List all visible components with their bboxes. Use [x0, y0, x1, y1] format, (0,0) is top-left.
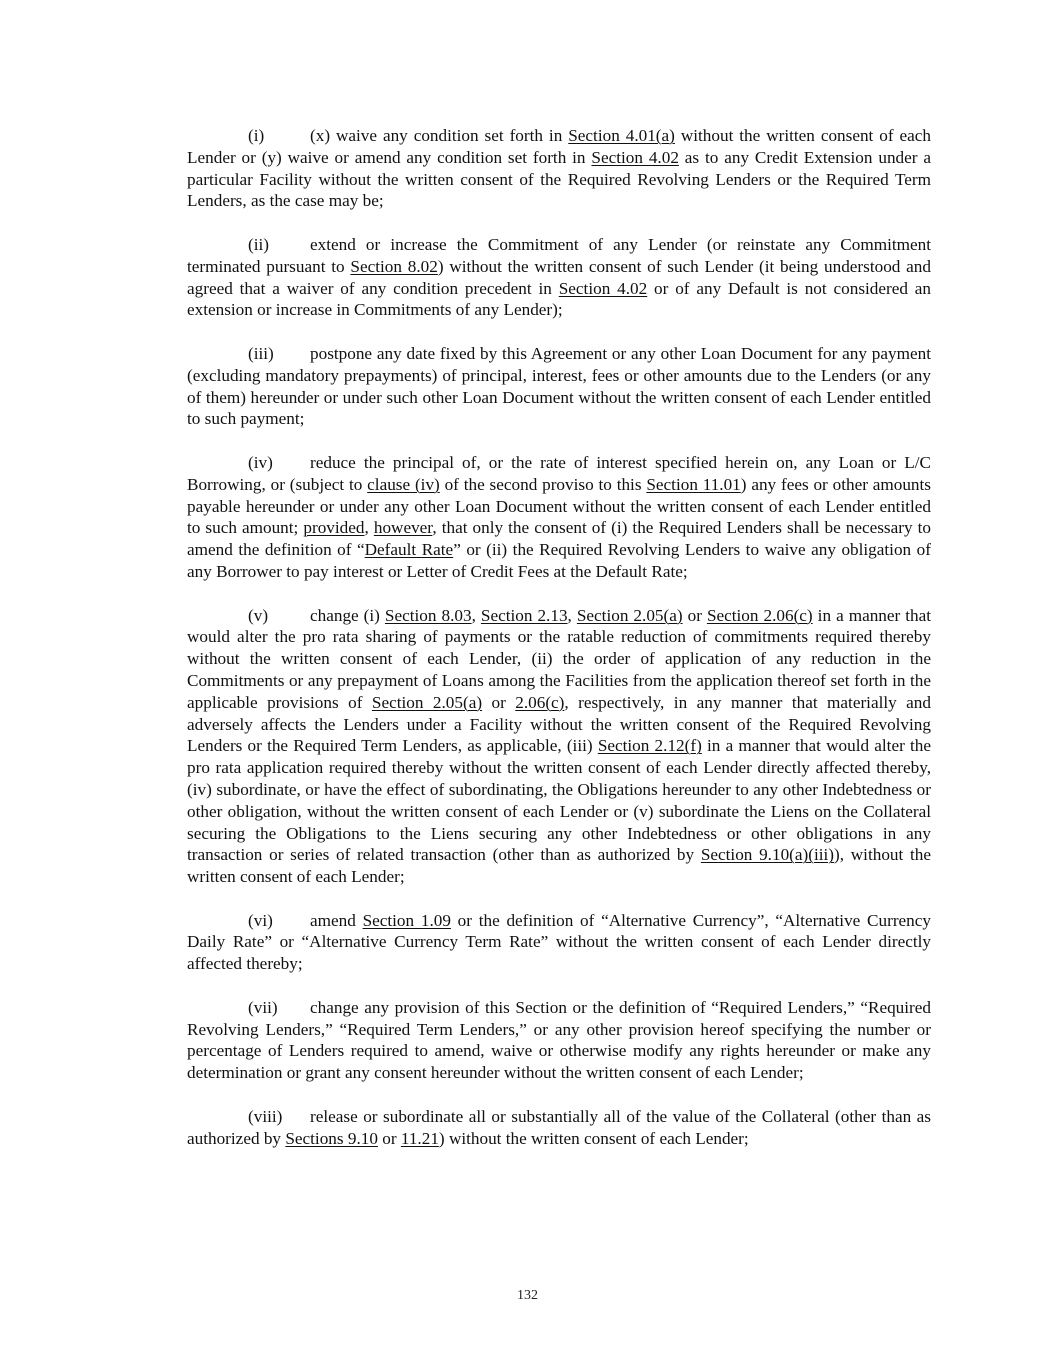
clause-paragraph — [187, 997, 931, 1084]
clause-text: , — [471, 605, 481, 625]
clause-text: in a manner that would alter the pro rata application required thereby without the written consent of each Lender directly affected thereby, (iv) subordinate, or have the effect of subordinating, the Obligations hereunder to any other Indebtedness or other obligation, without the written consent of each Lender or (v) subordinate the Liens on the Collateral securing the Obligations to the Liens securing any other Indebtedness or other obligations in any transaction or series of related transaction (other than as authorized by — [187, 736, 931, 865]
clause-label: (vi) — [248, 910, 273, 930]
page-number: 132 — [517, 1288, 538, 1303]
clause-text: ” or (ii) the Required Revolving Lenders to waive any obligation of any Borrower to pay interest or Letter of Credit Fees at the Default Rate; — [187, 540, 931, 581]
cross-reference: provided — [303, 518, 365, 538]
clause-paragraph — [187, 452, 931, 583]
clause-text: release or subordinate all or substantially all of the value of the Collateral (other than as authorized by — [187, 1106, 931, 1148]
cross-reference: Section 11.01 — [646, 474, 741, 494]
clause-text: , respectively, in any manner that materially and adversely affects the Lenders under a Facility without the written consent of the Required Revolving Lenders or the Required Term Lenders, as applicable, (iii) — [187, 692, 931, 756]
clause-text: or the definition of “Alternative Currency”, “Alternative Currency Daily Rate” or “Alternative Currency Term Rate” without the written consent of each Lender directly affected thereby; — [187, 910, 931, 974]
cross-reference: Section 8.03 — [384, 605, 472, 625]
clause-text: or — [682, 605, 707, 625]
clause-text: ) without the written consent of each Lender; — [438, 1128, 749, 1148]
cross-reference: Section 1.09 — [362, 910, 451, 930]
clause-text: change (i) — [310, 605, 385, 625]
clause-text: , that only the consent of (i) the Required Lenders shall be necessary to amend the definition of “ — [187, 518, 931, 560]
cross-reference: however — [373, 518, 433, 538]
cross-reference: Section 9.10(a)(iii) — [700, 845, 835, 865]
clause-paragraph — [187, 1106, 931, 1150]
cross-reference: Section 2.13 — [480, 605, 568, 625]
clause-text: or — [377, 1128, 401, 1148]
clause-label: (vii) — [248, 997, 278, 1017]
clause-label: (viii) — [248, 1106, 283, 1126]
cross-reference: Section 4.02 — [591, 147, 679, 167]
clause-text: , — [364, 518, 374, 538]
clause-text: ) any fees or other amounts payable hereunder or under any other Loan Document without the written consent of each Lender entitled to such amount; — [187, 474, 931, 538]
cross-reference: clause (iv) — [367, 474, 440, 494]
clause-text: ), without the written consent of each Lender; — [187, 845, 931, 887]
cross-reference: Section 2.12(f) — [597, 736, 702, 756]
cross-reference: Section 2.06(c) — [706, 605, 813, 625]
clause-label: (ii) — [248, 234, 269, 254]
clause-label: (i) — [248, 126, 265, 145]
document-body — [187, 125, 931, 1171]
clause-paragraph — [187, 605, 931, 888]
clause-text: amend — [310, 910, 363, 930]
cross-reference: 2.06(c) — [515, 692, 565, 712]
clause-label: (iv) — [248, 452, 273, 472]
clause-text: (x) waive any condition set forth in — [310, 126, 569, 145]
clause-text: or — [482, 692, 516, 712]
clause-text: change any provision of this Section or the definition of “Required Lenders,” “Required Revolving Lenders,” “Required Term Lenders,” or any other provision hereof specifying the number or percentage of Lenders required to amend, waive or otherwise modify any rights hereunder or make any determination or grant any consent hereunder without the written consent of each Lender; — [187, 997, 931, 1083]
clause-text: extend or increase the Commitment of any Lender (or reinstate any Commitment terminated pursuant to — [187, 234, 931, 276]
cross-reference: Section 4.01(a) — [568, 126, 675, 145]
clause-text: reduce the principal of, or the rate of interest specified herein on, any Loan or L/C Borrowing, or (subject to — [187, 452, 931, 494]
clause-text: of the second proviso to this — [439, 474, 647, 494]
clause-label: (iii) — [248, 343, 274, 363]
cross-reference: Default Rate — [364, 540, 454, 560]
clause-text: ) without the written consent of such Lender (it being understood and agreed that a waiver of any condition precedent in — [187, 256, 931, 298]
clause-text: , — [567, 605, 577, 625]
clause-paragraph — [187, 125, 931, 212]
clause-paragraph — [187, 343, 931, 430]
clause-paragraph — [187, 910, 931, 975]
cross-reference: 11.21 — [400, 1128, 439, 1148]
cross-reference: Section 2.05(a) — [371, 692, 483, 712]
cross-reference: Section 8.02 — [350, 256, 438, 276]
clause-text: or of any Default is not considered an extension or increase in Commitments of any Lender); — [187, 278, 932, 320]
cross-reference: Section 4.02 — [558, 278, 648, 298]
clause-text: without the written consent of each Lender or (y) waive or amend any condition set forth in — [187, 126, 931, 167]
cross-reference: Sections 9.10 — [285, 1128, 378, 1148]
clause-text: as to any Credit Extension under a particular Facility without the written consent of the Required Revolving Lenders or the Required Term Lenders, as the case may be; — [187, 147, 931, 211]
clause-text: postpone any date fixed by this Agreement or any other Loan Document for any payment (excluding mandatory prepayments) of principal, interest, fees or other amounts due to the Lenders (or any of them) hereunder or under such other Loan Document without the written consent of each Lender entitled to such payment; — [187, 343, 931, 429]
clause-text: in a manner that would alter the pro rata sharing of payments or the ratable reduction of commitments required thereby without the written consent of each Lender, (ii) the order of application of any reduction in the Commitments or any prepayment of Loans among the Facilities from the application thereof set forth in the applicable provisions of — [187, 605, 932, 712]
clause-paragraph — [187, 234, 931, 321]
cross-reference: Section 2.05(a) — [576, 605, 683, 625]
clause-label: (v) — [248, 605, 269, 625]
